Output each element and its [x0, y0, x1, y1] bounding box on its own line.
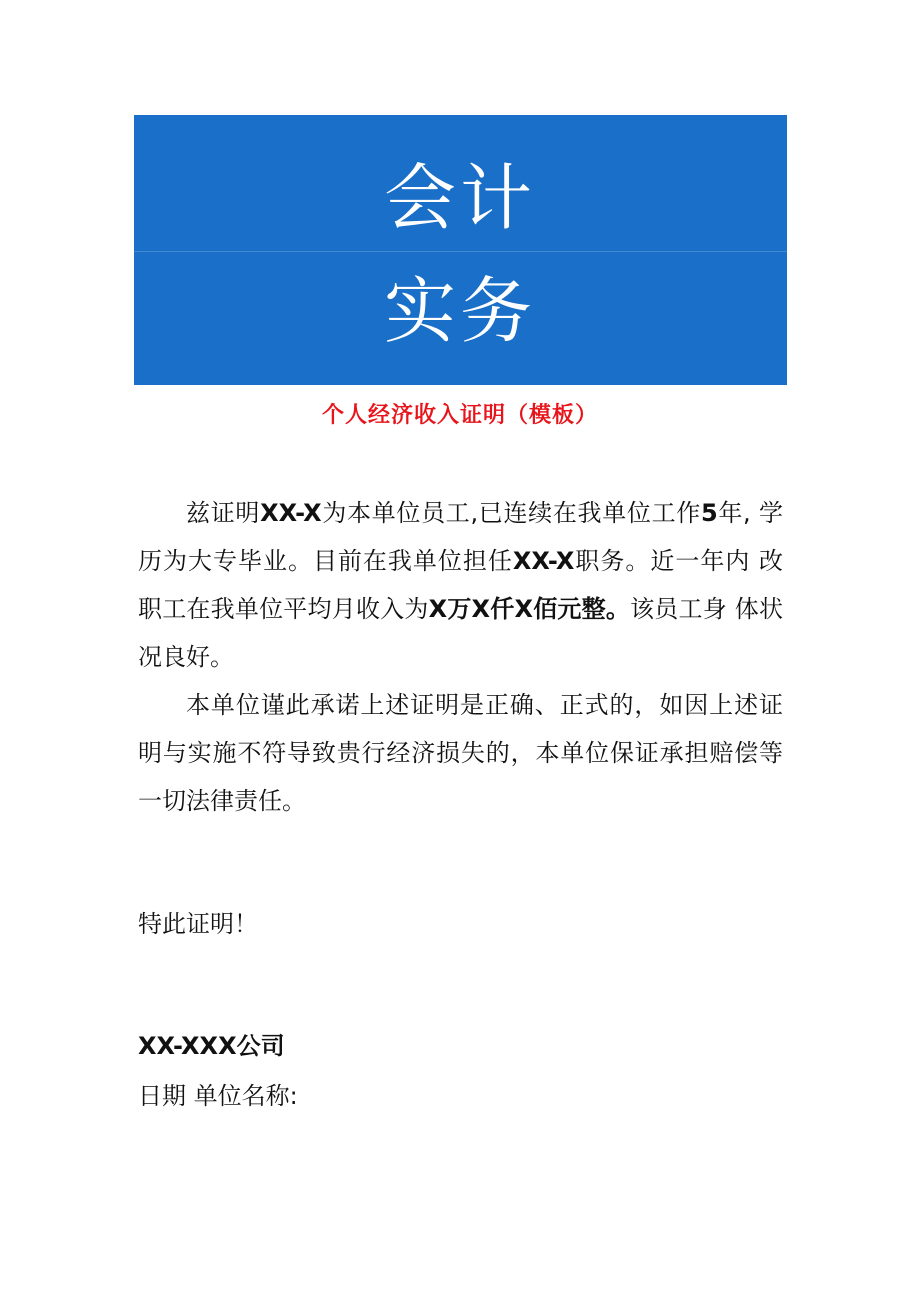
body-paragraph-2: 本单位谨此承诺上述证明是正确、正式的，如因上述证明与实施不符导致贵行经济损失的，本单位保证承担赔偿等一切法律责任。	[138, 691, 783, 815]
banner-title-line1: 会计	[383, 156, 536, 240]
p1-text-5: 该员工身 体状况良好。	[138, 595, 784, 671]
p1-text-4: 职务。近一年内 改职工在我单位平均月收入为	[138, 547, 783, 623]
banner-divider	[134, 251, 787, 252]
p1-text-3: 年, 学历为大专毕业。目前在我单位担任	[138, 499, 783, 575]
company-name: XX-XXX公司	[138, 1032, 285, 1060]
p1-position: XX-X	[512, 547, 575, 575]
document-title: 个人经济收入证明（模板）	[321, 403, 598, 428]
p1-text-1: 兹证明	[186, 499, 261, 527]
date-unit-line: 日期 单位名称:	[138, 1082, 298, 1110]
banner-title-line2: 实务	[383, 269, 536, 353]
body-paragraph-1	[138, 489, 783, 681]
p1-employee-name: XX-X	[260, 499, 322, 527]
p1-years: 5	[700, 499, 718, 527]
closing-statement: 特此证明！	[138, 910, 258, 938]
p1-text-2: 为本单位员工,已连续在我单位工作	[321, 499, 701, 527]
p1-income: X万X仟X佰元整。	[428, 595, 631, 623]
